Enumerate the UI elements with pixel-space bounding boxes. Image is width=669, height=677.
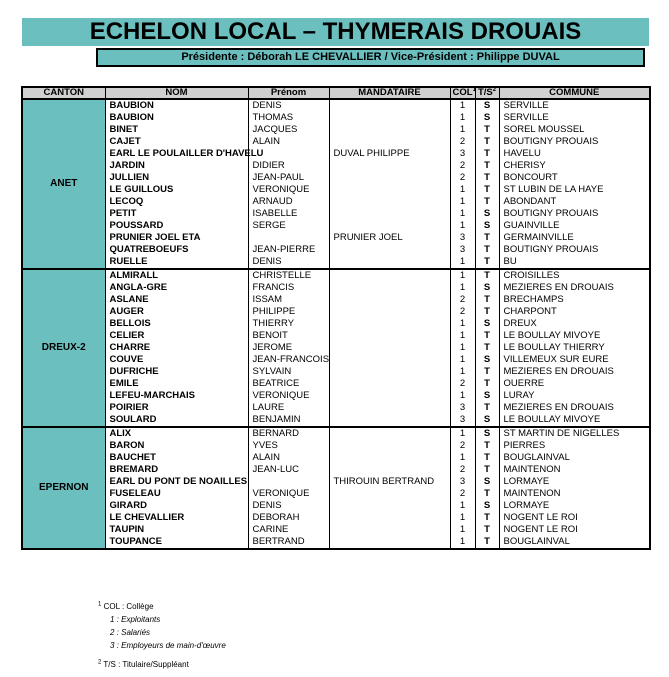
header-prenom: Prénom <box>248 87 329 99</box>
mandataire-cell <box>329 294 450 306</box>
col-cell: 1 <box>450 318 475 330</box>
nom-cell: BELLOIS <box>105 318 248 330</box>
canton-cell: EPERNON <box>22 427 105 549</box>
col-cell: 1 <box>450 452 475 464</box>
commune-cell: BOUTIGNY PROUAIS <box>499 244 650 256</box>
commune-cell: ST MARTIN DE NIGELLES <box>499 427 650 440</box>
mandataire-cell <box>329 124 450 136</box>
footnotes <box>98 600 226 671</box>
table-row <box>22 99 650 112</box>
header-ts <box>472 86 499 99</box>
prenom-cell: YVES <box>248 440 329 452</box>
commune-cell: MAINTENON <box>499 488 650 500</box>
nom-cell: LECOQ <box>105 196 248 208</box>
prenom-cell: ISABELLE <box>248 208 329 220</box>
nom-cell: BREMARD <box>105 464 248 476</box>
footnote-col-item: 2 : Salariés <box>110 628 151 637</box>
col-cell: 2 <box>450 136 475 148</box>
commune-cell: PIERRES <box>499 440 650 452</box>
ts-cell: S <box>475 112 499 124</box>
table-row <box>22 366 650 378</box>
mandataire-cell <box>329 414 450 427</box>
commune-cell: GERMAINVILLE <box>499 232 650 244</box>
prenom-cell: VERONIQUE <box>248 390 329 402</box>
col-cell: 1 <box>450 524 475 536</box>
ts-cell: T <box>475 244 499 256</box>
mandataire-cell <box>329 402 450 414</box>
ts-cell: S <box>475 208 499 220</box>
commune-cell: BU <box>499 256 650 269</box>
nom-cell: LE CHEVALLIER <box>105 512 248 524</box>
mandataire-cell <box>329 220 450 232</box>
prenom-cell: BENOIT <box>248 330 329 342</box>
commune-cell: BOUTIGNY PROUAIS <box>499 136 650 148</box>
table-row <box>22 184 650 196</box>
nom-cell: ALIX <box>105 427 248 440</box>
table-row <box>22 136 650 148</box>
nom-cell: SOULARD <box>105 414 248 427</box>
table-row <box>22 390 650 402</box>
commune-cell: NOGENT LE ROI <box>499 512 650 524</box>
table-row <box>22 330 650 342</box>
header-col <box>450 87 475 99</box>
table-row <box>22 512 650 524</box>
prenom-cell: THOMAS <box>248 112 329 124</box>
nom-cell: TAUPIN <box>105 524 248 536</box>
commune-cell: BONCOURT <box>499 172 650 184</box>
commune-cell: MEZIERES EN DROUAIS <box>499 402 650 414</box>
mandataire-cell <box>329 318 450 330</box>
table-row <box>22 148 650 160</box>
ts-cell: T <box>475 232 499 244</box>
table-row <box>22 452 650 464</box>
table-row <box>22 440 650 452</box>
col-cell: 2 <box>450 440 475 452</box>
nom-cell: QUATREBOEUFS <box>105 244 248 256</box>
nom-cell: JULLIEN <box>105 172 248 184</box>
footnote-ts-label: T/S : Titulaire/Suppléant <box>103 660 189 669</box>
mandataire-cell <box>329 464 450 476</box>
table-row <box>22 256 650 269</box>
mandataire-cell <box>329 112 450 124</box>
mandataire-cell <box>329 452 450 464</box>
col-cell: 2 <box>450 306 475 318</box>
roster-body <box>22 99 650 549</box>
nom-cell: RUELLE <box>105 256 248 269</box>
col-cell: 1 <box>450 354 475 366</box>
prenom-cell: BENJAMIN <box>248 414 329 427</box>
header-ts-footnote: 2 <box>492 86 497 93</box>
col-cell: 1 <box>450 184 475 196</box>
col-cell: 1 <box>450 112 475 124</box>
nom-cell: LE GUILLOUS <box>105 184 248 196</box>
footnote-col <box>98 600 226 613</box>
prenom-cell: SERGE <box>248 220 329 232</box>
col-cell: 1 <box>450 390 475 402</box>
prenom-cell: THIERRY <box>248 318 329 330</box>
commune-cell: BRECHAMPS <box>499 294 650 306</box>
prenom-cell: LAURE <box>248 402 329 414</box>
header-col-footnote: 1 <box>472 86 476 93</box>
table-row <box>22 414 650 427</box>
ts-cell: S <box>475 354 499 366</box>
prenom-cell: JEAN-LUC <box>248 464 329 476</box>
nom-cell: POIRIER <box>105 402 248 414</box>
col-cell: 1 <box>450 208 475 220</box>
mandataire-cell <box>329 488 450 500</box>
commune-cell: SOREL MOUSSEL <box>499 124 650 136</box>
ts-cell: T <box>475 402 499 414</box>
prenom-cell: BEATRICE <box>248 378 329 390</box>
col-cell: 1 <box>450 342 475 354</box>
roster-table <box>21 86 651 550</box>
nom-cell: BAUBION <box>105 112 248 124</box>
ts-cell: T <box>475 488 499 500</box>
mandataire-cell <box>329 136 450 148</box>
nom-cell: FUSELEAU <box>105 488 248 500</box>
mandataire-cell <box>329 172 450 184</box>
prenom-cell <box>248 476 329 488</box>
prenom-cell: DENIS <box>248 99 329 112</box>
col-cell: 1 <box>450 500 475 512</box>
table-row <box>22 500 650 512</box>
table-row <box>22 524 650 536</box>
prenom-cell: VERONIQUE <box>248 488 329 500</box>
prenom-cell: PHILIPPE <box>248 306 329 318</box>
table-row <box>22 378 650 390</box>
ts-cell: T <box>475 269 499 282</box>
mandataire-cell: THIROUIN BERTRAND <box>329 476 450 488</box>
ts-cell: T <box>475 136 499 148</box>
mandataire-cell <box>329 378 450 390</box>
nom-cell: EARL LE POULAILLER D'HAVELU <box>105 148 248 160</box>
ts-cell: S <box>475 220 499 232</box>
mandataire-cell <box>329 184 450 196</box>
prenom-cell: FRANCIS <box>248 282 329 294</box>
table-row <box>22 269 650 282</box>
ts-cell: S <box>475 318 499 330</box>
mandataire-cell: DUVAL PHILIPPE <box>329 148 450 160</box>
table-row <box>22 427 650 440</box>
table-row <box>22 294 650 306</box>
ts-cell: T <box>475 464 499 476</box>
ts-cell: S <box>475 390 499 402</box>
mandataire-cell <box>329 512 450 524</box>
mandataire-cell <box>329 256 450 269</box>
prenom-cell: DIDIER <box>248 160 329 172</box>
header-canton: CANTON <box>22 87 105 99</box>
mandataire-cell <box>329 366 450 378</box>
ts-cell: S <box>475 427 499 440</box>
nom-cell: DUFRICHE <box>105 366 248 378</box>
prenom-cell: ARNAUD <box>248 196 329 208</box>
commune-cell: BOUGLAINVAL <box>499 536 650 549</box>
commune-cell: CHARPONT <box>499 306 650 318</box>
commune-cell: LURAY <box>499 390 650 402</box>
footnote-col-label: COL : Collège <box>103 602 154 611</box>
mandataire-cell <box>329 244 450 256</box>
col-cell: 1 <box>450 512 475 524</box>
nom-cell: EARL DU PONT DE NOAILLES <box>105 476 248 488</box>
prenom-cell: DENIS <box>248 500 329 512</box>
ts-cell: T <box>475 342 499 354</box>
commune-cell: ABONDANT <box>499 196 650 208</box>
table-row <box>22 342 650 354</box>
nom-cell: BARON <box>105 440 248 452</box>
nom-cell: BAUCHET <box>105 452 248 464</box>
nom-cell: ASLANE <box>105 294 248 306</box>
prenom-cell: JEAN-PIERRE <box>248 244 329 256</box>
ts-cell: T <box>475 452 499 464</box>
prenom-cell: CARINE <box>248 524 329 536</box>
commune-cell: LE BOULLAY MIVOYE <box>499 414 650 427</box>
ts-cell: T <box>475 294 499 306</box>
col-cell: 1 <box>450 196 475 208</box>
col-cell: 3 <box>450 402 475 414</box>
commune-cell: NOGENT LE ROI <box>499 524 650 536</box>
ts-cell: T <box>475 306 499 318</box>
commune-cell: MEZIERES EN DROUAIS <box>499 366 650 378</box>
commune-cell: BOUGLAINVAL <box>499 452 650 464</box>
nom-cell: CHARRE <box>105 342 248 354</box>
ts-cell: T <box>475 536 499 549</box>
mandataire-cell <box>329 427 450 440</box>
commune-cell: OUERRE <box>499 378 650 390</box>
ts-cell: S <box>475 476 499 488</box>
ts-cell: S <box>475 414 499 427</box>
nom-cell: PRUNIER JOEL ETA <box>105 232 248 244</box>
commune-cell: VILLEMEUX SUR EURE <box>499 354 650 366</box>
commune-cell: HAVELU <box>499 148 650 160</box>
ts-cell: T <box>475 378 499 390</box>
mandataire-cell <box>329 500 450 512</box>
mandataire-cell <box>329 342 450 354</box>
table-row <box>22 402 650 414</box>
table-row <box>22 160 650 172</box>
col-cell: 2 <box>450 378 475 390</box>
ts-cell: T <box>475 256 499 269</box>
mandataire-cell <box>329 160 450 172</box>
table-row <box>22 306 650 318</box>
prenom-cell: DEBORAH <box>248 512 329 524</box>
prenom-cell: JACQUES <box>248 124 329 136</box>
mandataire-cell <box>329 536 450 549</box>
footnote-col-item: 1 : Exploitants <box>110 615 161 624</box>
nom-cell: CAJET <box>105 136 248 148</box>
commune-cell: SERVILLE <box>499 99 650 112</box>
table-header-row <box>22 87 650 99</box>
table-row <box>22 220 650 232</box>
mandataire-cell <box>329 208 450 220</box>
col-cell: 2 <box>450 294 475 306</box>
commune-cell: LORMAYE <box>499 476 650 488</box>
footnote-col-item: 3 : Employeurs de main-d'œuvre <box>110 641 226 650</box>
footnote-ts <box>98 658 226 671</box>
nom-cell: ALMIRALL <box>105 269 248 282</box>
ts-cell: T <box>475 196 499 208</box>
prenom-cell: SYLVAIN <box>248 366 329 378</box>
prenom-cell: JEROME <box>248 342 329 354</box>
col-cell: 1 <box>450 99 475 112</box>
ts-cell: S <box>475 282 499 294</box>
col-cell: 1 <box>450 282 475 294</box>
mandataire-cell <box>329 269 450 282</box>
prenom-cell: CHRISTELLE <box>248 269 329 282</box>
commune-cell: SERVILLE <box>499 112 650 124</box>
commune-cell: MAINTENON <box>499 464 650 476</box>
prenom-cell: BERTRAND <box>248 536 329 549</box>
prenom-cell: VERONIQUE <box>248 184 329 196</box>
mandataire-cell <box>329 524 450 536</box>
prenom-cell: DENIS <box>248 256 329 269</box>
prenom-cell: JEAN-PAUL <box>248 172 329 184</box>
ts-cell: T <box>475 330 499 342</box>
commune-cell: LORMAYE <box>499 500 650 512</box>
col-cell: 2 <box>450 172 475 184</box>
ts-cell: T <box>475 366 499 378</box>
table-row <box>22 172 650 184</box>
commune-cell: ST LUBIN DE LA HAYE <box>499 184 650 196</box>
nom-cell: CELIER <box>105 330 248 342</box>
commune-cell: CROISILLES <box>499 269 650 282</box>
page-title: ECHELON LOCAL – THYMERAIS DROUAIS <box>89 18 582 45</box>
col-cell: 3 <box>450 414 475 427</box>
table-row <box>22 354 650 366</box>
ts-cell: T <box>475 440 499 452</box>
mandataire-cell <box>329 306 450 318</box>
mandataire-cell <box>329 354 450 366</box>
table-row <box>22 282 650 294</box>
col-cell: 1 <box>450 256 475 269</box>
commune-cell: MEZIERES EN DROUAIS <box>499 282 650 294</box>
nom-cell: BINET <box>105 124 248 136</box>
footnote-col-marker: 1 <box>98 601 102 608</box>
footnote-ts-marker: 2 <box>98 659 102 666</box>
table-row <box>22 536 650 549</box>
nom-cell: PETIT <box>105 208 248 220</box>
commune-cell: LE BOULLAY MIVOYE <box>499 330 650 342</box>
nom-cell: JARDIN <box>105 160 248 172</box>
header-nom: NOM <box>105 87 248 99</box>
commune-cell: GUAINVILLE <box>499 220 650 232</box>
table-row <box>22 208 650 220</box>
table-row <box>22 244 650 256</box>
nom-cell: EMILE <box>105 378 248 390</box>
ts-cell: T <box>475 172 499 184</box>
mandataire-cell <box>329 390 450 402</box>
col-cell: 1 <box>450 366 475 378</box>
mandataire-cell <box>329 99 450 112</box>
ts-cell: S <box>475 99 499 112</box>
commune-cell: DREUX <box>499 318 650 330</box>
mandataire-cell <box>329 440 450 452</box>
ts-cell: T <box>475 124 499 136</box>
commune-cell: LE BOULLAY THIERRY <box>499 342 650 354</box>
nom-cell: GIRARD <box>105 500 248 512</box>
col-cell: 2 <box>450 488 475 500</box>
col-cell: 3 <box>450 244 475 256</box>
mandataire-cell <box>329 282 450 294</box>
prenom-cell <box>248 232 329 244</box>
mandataire-cell <box>329 196 450 208</box>
ts-cell: T <box>475 148 499 160</box>
table-row <box>22 232 650 244</box>
table-row <box>22 196 650 208</box>
prenom-cell: JEAN-FRANCOIS <box>248 354 329 366</box>
table-row <box>22 124 650 136</box>
table-row <box>22 318 650 330</box>
col-cell: 3 <box>450 476 475 488</box>
canton-cell: ANET <box>22 99 105 269</box>
subtitle: Présidente : Déborah LE CHEVALLIER / Vice-Président : Philippe DUVAL <box>181 51 560 63</box>
nom-cell: BAUBION <box>105 99 248 112</box>
col-cell: 1 <box>450 427 475 440</box>
prenom-cell: ISSAM <box>248 294 329 306</box>
header-mandataire: MANDATAIRE <box>329 87 450 99</box>
col-cell: 1 <box>450 269 475 282</box>
col-cell: 1 <box>450 124 475 136</box>
table-row <box>22 464 650 476</box>
nom-cell: LEFEU-MARCHAIS <box>105 390 248 402</box>
col-cell: 2 <box>450 160 475 172</box>
col-cell: 3 <box>450 232 475 244</box>
table-row <box>22 476 650 488</box>
col-cell: 3 <box>450 148 475 160</box>
nom-cell: ANGLA-GRE <box>105 282 248 294</box>
ts-cell: T <box>475 524 499 536</box>
ts-cell: T <box>475 512 499 524</box>
nom-cell: POUSSARD <box>105 220 248 232</box>
table-row <box>22 488 650 500</box>
prenom-cell: BERNARD <box>248 427 329 440</box>
prenom-cell: ALAIN <box>248 452 329 464</box>
table-row <box>22 112 650 124</box>
col-cell: 1 <box>450 536 475 549</box>
nom-cell: COUVE <box>105 354 248 366</box>
ts-cell: T <box>475 184 499 196</box>
canton-cell: DREUX-2 <box>22 269 105 427</box>
header-commune: COMMUNE <box>499 87 650 99</box>
header-ts-label: T/S <box>477 87 493 98</box>
commune-cell: CHERISY <box>499 160 650 172</box>
header-col-label: COL <box>452 87 473 98</box>
col-cell: 1 <box>450 330 475 342</box>
nom-cell: AUGER <box>105 306 248 318</box>
nom-cell: TOUPANCE <box>105 536 248 549</box>
mandataire-cell: PRUNIER JOEL <box>329 232 450 244</box>
mandataire-cell <box>329 330 450 342</box>
ts-cell: T <box>475 160 499 172</box>
col-cell: 1 <box>450 220 475 232</box>
col-cell: 2 <box>450 464 475 476</box>
prenom-cell: ALAIN <box>248 136 329 148</box>
commune-cell: BOUTIGNY PROUAIS <box>499 208 650 220</box>
ts-cell: S <box>475 500 499 512</box>
